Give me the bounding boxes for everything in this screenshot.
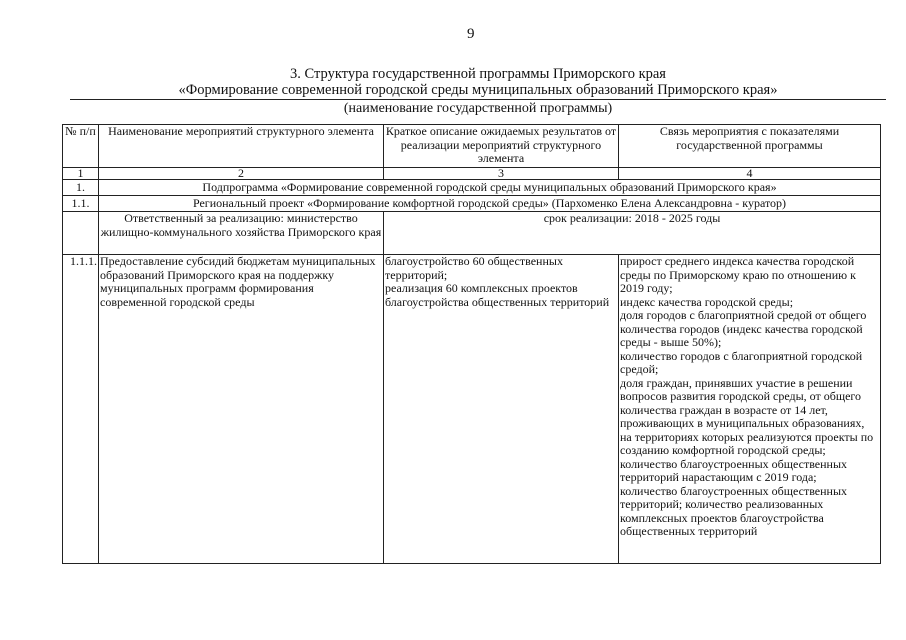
activity-name: Предоставление субсидий бюджетам муниципальных образований Приморского края на поддержку муниципальных программ формирования современной городской среды (99, 255, 384, 564)
column-number-4: 4 (619, 168, 881, 180)
title-underline (70, 99, 886, 100)
regional-project-row (63, 196, 881, 212)
program-title-line-1: 3. Структура государственной программы Приморского края (290, 66, 666, 82)
header-activity-name: Наименование мероприятий структурного элемента (99, 125, 384, 168)
program-title-line-2: «Формирование современной городской среды муниципальных образований Приморского края» (178, 82, 778, 98)
regional-project-number: 1.1. (63, 196, 99, 212)
activity-results: благоустройство 60 общественных территорий; реализация 60 комплексных проектов благоустройства общественных территорий (384, 255, 619, 564)
subprogram-number: 1. (63, 180, 99, 196)
program-structure-table (62, 124, 881, 564)
column-number-2: 2 (99, 168, 384, 180)
implementation-period: срок реализации: 2018 - 2025 годы (384, 212, 881, 255)
table-header-row (63, 125, 881, 168)
responsible-ministry: Ответственный за реализацию: министерство жилищно-коммунального хозяйства Приморского края (99, 212, 384, 255)
subprogram-title: Подпрограмма «Формирование современной городской среды муниципальных образований Приморского края» (99, 180, 881, 196)
activity-number: 1.1.1. (63, 255, 99, 564)
column-number-3: 3 (384, 168, 619, 180)
header-expected-results: Краткое описание ожидаемых результатов от реализации мероприятий структурного элемента (384, 125, 619, 168)
activity-indicators: прирост среднего индекса качества городской среды по Приморскому краю по отношению к 2019 году; индекс качества городской среды; доля городов с благоприятной средой от общего количества городов (индекс качества городской среды - выше 50%); количество городов с благоприятной городской средой; доля граждан, принявших участие в решении вопросов развития городской среды, от общего количества граждан в возрасте от 14 лет, проживающих в муниципальных образованиях, на территориях которых реализуются проекты по созданию комфортной городской среды; количество благоустроенных общественных территорий нарастающим с 2019 года; количество благоустроенных общественных территорий; количество реализованных комплексных проектов благоустройства общественных территорий (619, 255, 881, 564)
header-number: № п/п (63, 125, 99, 168)
responsible-number-cell (63, 212, 99, 255)
header-indicators-link: Связь мероприятия с показателями государственной программы (619, 125, 881, 168)
responsible-row (63, 212, 881, 255)
regional-project-title: Региональный проект «Формирование комфортной городской среды» (Пархоменко Елена Александровна - куратор) (99, 196, 881, 212)
activity-row (63, 255, 881, 564)
program-caption: (наименование государственной программы) (343, 101, 613, 116)
column-number-1: 1 (63, 168, 99, 180)
page-number: 9 (467, 26, 475, 42)
subprogram-row (63, 180, 881, 196)
column-number-row (63, 168, 881, 180)
